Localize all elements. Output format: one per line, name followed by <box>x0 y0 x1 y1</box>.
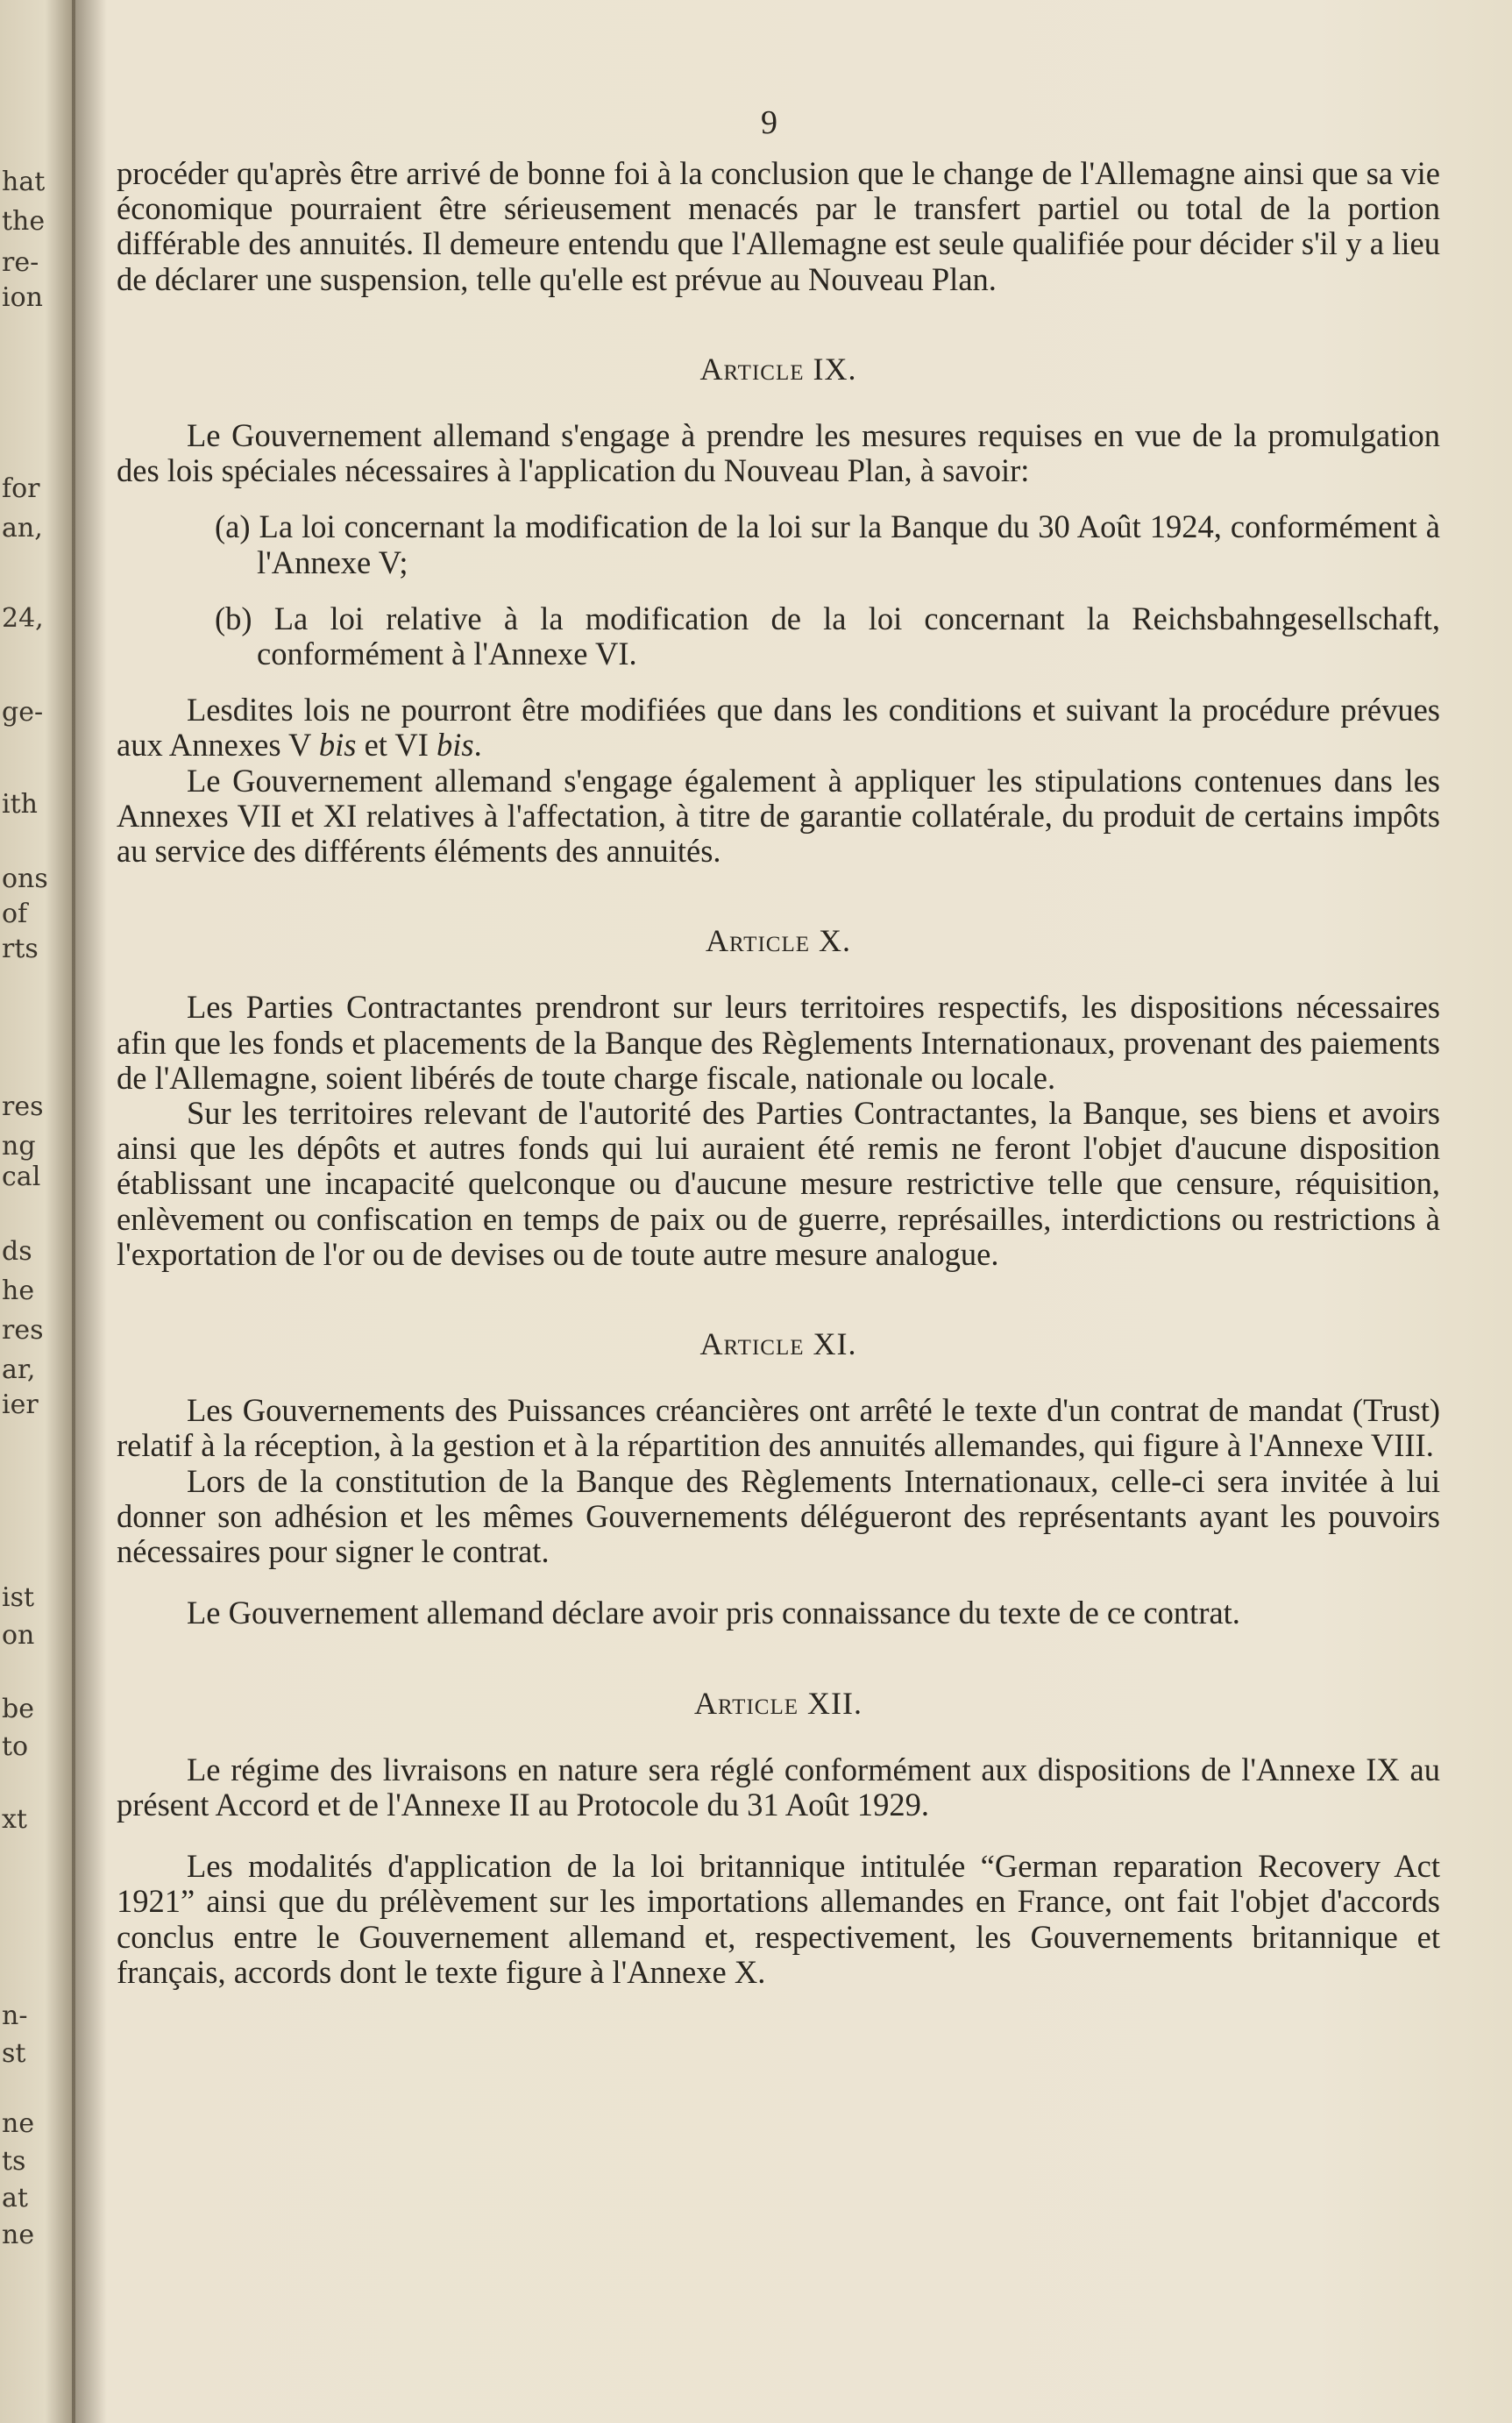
margin-fragment: ons <box>2 863 48 894</box>
margin-fragment: ier <box>2 1389 39 1420</box>
paragraph: Le Gouvernement allemand s'engage à prendre les mesures requises en vue de la promulgation des lois spéciales nécessaires à l'application du Nouveau Plan, à savoir: <box>117 417 1440 489</box>
margin-fragment: res <box>2 1315 44 1346</box>
paragraph: Sur les territoires relevant de l'autorité des Parties Contractantes, la Banque, ses biens et avoirs ainsi que les dépôts et autres fonds qui lui auraient été remis ne feront l'objet d'aucune disposition établissant une incapacité quelconque ou d'aucune mesure restrictive telle que censure, réquisition, enlèvement ou confiscation en temps de paix ou de guerre, représailles, interdictions ou restrictions à l'exportation de l'or ou de devises ou de toute autre mesure analogue. <box>117 1095 1440 1272</box>
text-run: et VI <box>356 727 437 764</box>
margin-fragment: res <box>2 1091 44 1122</box>
list-item: (b) La loi relative à la modification de la loi concernant la Reichsbahngesellschaft, conformément à l'Annexe VI. <box>215 600 1440 672</box>
paragraph: Les Parties Contractantes prendront sur leurs territoires respectifs, les dispositions nécessaires afin que les fonds et placements de la Banque des Règlements Internationaux, provenant des paiements de l'Allemagne, soient libérés de toute charge fiscale, nationale ou locale. <box>117 989 1440 1096</box>
margin-fragment: ne <box>2 2108 35 2139</box>
paragraph: Le régime des livraisons en nature sera réglé conformément aux dispositions de l'Annexe IX au présent Accord et de l'Annexe II au Protocole du 31 Août 1929. <box>117 1751 1440 1823</box>
text-run: Lesdites lois ne pourront être modifiées que dans les conditions et suivant la procédure prévues aux Annexes V <box>117 692 1440 764</box>
margin-fragment: at <box>2 2183 28 2213</box>
page-number: 9 <box>761 104 777 141</box>
article-heading: Article IX. <box>699 351 857 387</box>
margin-fragment: for <box>2 473 40 504</box>
paragraph: procéder qu'après être arrivé de bonne foi à la conclusion que le change de l'Allemagne ainsi que sa vie économique pourraient être sérieusement menacés par le transfert partiel ou total de la portion différable des annuités. Il demeure entendu que l'Allemagne est seule qualifiée pour décider s'il y a lieu de déclarer une suspension, telle qu'elle est prévue au Nouveau Plan. <box>117 155 1440 297</box>
paragraph: Le Gouvernement allemand déclare avoir pris connaissance du texte de ce contrat. <box>187 1595 1240 1631</box>
margin-fragment: of <box>2 899 28 929</box>
margin-fragment: ge- <box>2 697 44 728</box>
margin-fragment: to <box>2 1731 29 1762</box>
margin-fragment: ist <box>2 1582 35 1613</box>
margin-fragment: ion <box>2 282 43 313</box>
paragraph: Lors de la constitution de la Banque des Règlements Internationaux, celle-ci sera invitée à lui donner son adhésion et les mêmes Gouvernements délégueront des représentants ayant les pouvoirs nécessaires pour signer le contrat. <box>117 1462 1440 1570</box>
margin-fragment: on <box>2 1620 35 1651</box>
article-heading: Article XII. <box>694 1685 862 1721</box>
margin-fragment: an, <box>2 513 43 544</box>
list-item: (a) La loi concernant la modification de la loi sur la Banque du 30 Août 1924, conformément à l'Annexe V; <box>215 508 1440 580</box>
margin-fragment: re- <box>2 247 39 278</box>
margin-fragment: st <box>2 2038 26 2069</box>
margin-fragment: ith <box>2 789 38 820</box>
body-text <box>117 156 1440 1990</box>
margin-fragment: the <box>2 206 46 237</box>
margin-fragment: rts <box>2 934 39 964</box>
paragraph: Le Gouvernement allemand s'engage également à appliquer les stipulations contenues dans les Annexes VII et XI relatives à l'affectation, à titre de garantie collatérale, du produit de certains impôts au service des différents éléments des annuités. <box>117 762 1440 870</box>
margin-fragment: cal <box>2 1162 41 1192</box>
margin-fragment: ds <box>2 1236 32 1267</box>
margin-fragment: be <box>2 1694 34 1724</box>
article-heading: Article X. <box>706 923 851 959</box>
margin-fragment: he <box>2 1275 35 1306</box>
paragraph: Les modalités d'application de la loi britannique intitulée “German reparation Recovery Act 1921” ainsi que du prélèvement sur les importations allemandes en France, ont fait l'objet d'accords conclus entre le Gouvernement allemand et, respectivement, les Gouvernements britannique et français, accords dont le texte figure à l'Annexe X. <box>117 1848 1440 1990</box>
text-run: . <box>473 727 482 764</box>
gutter-shadow <box>72 0 107 2423</box>
margin-fragment: ar, <box>2 1354 36 1385</box>
margin-fragment: hat <box>2 167 46 197</box>
italic-bis: bis <box>437 727 474 764</box>
italic-bis: bis <box>318 727 357 764</box>
margin-fragment: ne <box>2 2220 35 2250</box>
paragraph: Les Gouvernements des Puissances créancières ont arrêté le texte d'un contrat de mandat (Trust) relatif à la réception, à la gestion et à la répartition des annuités allemandes, qui figure à l'Annexe VIII. <box>117 1392 1440 1464</box>
margin-fragment: ng <box>2 1131 36 1162</box>
margin-fragment: xt <box>2 1804 27 1835</box>
article-heading: Article XI. <box>699 1326 857 1362</box>
margin-fragment: n- <box>2 2000 28 2031</box>
margin-fragment: 24, <box>2 603 44 634</box>
margin-fragment: ts <box>2 2146 26 2177</box>
paragraph <box>117 693 1440 763</box>
